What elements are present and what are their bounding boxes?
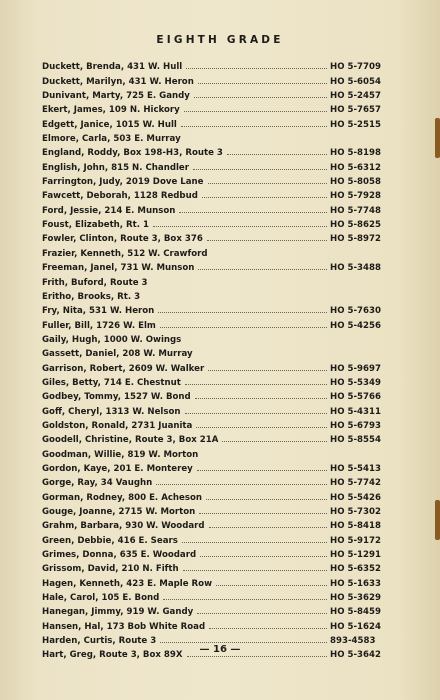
list-item: [42, 574, 406, 588]
phone-number: HO 5-5413: [330, 463, 381, 474]
phone-number: HO 5-7709: [330, 62, 381, 73]
list-item: [42, 302, 406, 316]
phone-number: HO 5-4256: [330, 320, 381, 331]
phone-number: HO 5-6793: [330, 420, 381, 431]
list-item: [42, 445, 406, 459]
list-item: [42, 259, 406, 273]
list-item: [42, 101, 406, 115]
phone-number: HO 5-7742: [330, 478, 381, 489]
student-entry: Frazier, Kenneth, 512 W. Crawford: [42, 248, 208, 259]
phone-number: HO 5-7630: [330, 306, 381, 317]
list-item: [42, 216, 406, 230]
student-list: [42, 58, 406, 660]
staple-top: [435, 118, 440, 158]
phone-number: HO 5-8418: [330, 521, 381, 532]
phone-number: HO 5-5349: [330, 377, 381, 388]
list-item: [42, 345, 406, 359]
student-entry: Dunivant, Marty, 725 E. Gandy: [42, 91, 190, 102]
phone-number: HO 5-6352: [330, 564, 381, 575]
list-item: [42, 201, 406, 215]
dot-leader: [183, 569, 327, 571]
phone-number: HO 5-8058: [330, 177, 381, 188]
student-entry: Gassett, Daniel, 208 W. Murray: [42, 349, 193, 360]
student-entry: English, John, 815 N. Chandler: [42, 162, 190, 173]
phone-number: HO 5-5766: [330, 392, 381, 403]
dot-leader: [185, 383, 327, 385]
phone-number: HO 5-3629: [330, 593, 381, 604]
list-item: [42, 288, 406, 302]
phone-number: HO 5-6312: [330, 162, 381, 173]
student-entry: Goldston, Ronald, 2731 Juanita: [42, 420, 193, 431]
phone-number: HO 5-6054: [330, 76, 381, 87]
student-entry: Green, Debbie, 416 E. Sears: [42, 535, 178, 546]
phone-number: HO 5-7302: [330, 507, 381, 517]
list-item: [42, 417, 406, 431]
student-entry: Goodell, Christine, Route 3, Box 21A: [42, 435, 219, 446]
list-item: [42, 87, 406, 101]
dot-leader: [156, 483, 327, 485]
dot-leader: [202, 196, 327, 198]
dot-leader: [181, 125, 327, 127]
list-item: [42, 488, 406, 502]
student-entry: Hale, Carol, 105 E. Bond: [42, 593, 160, 604]
student-entry: Fawcett, Deborah, 1128 Redbud: [42, 191, 198, 202]
list-item: [42, 517, 406, 531]
student-entry: Hagen, Kenneth, 423 E. Maple Row: [42, 578, 213, 589]
dot-leader: [197, 469, 327, 471]
dot-leader: [187, 655, 327, 657]
list-item: [42, 331, 406, 345]
list-item: [42, 230, 406, 244]
dot-leader: [198, 82, 327, 84]
student-entry: Fuller, Bill, 1726 W. Elm: [42, 320, 156, 331]
student-entry: Duckett, Brenda, 431 W. Hull: [42, 62, 183, 73]
dot-leader: [194, 96, 327, 98]
dot-leader: [196, 426, 327, 428]
student-entry: Fowler, Clinton, Route 3, Box 376: [42, 234, 203, 245]
dot-leader: [222, 440, 327, 442]
phone-number: HO 5-8198: [330, 148, 381, 159]
student-entry: Goodman, Willie, 819 W. Morton: [42, 449, 199, 460]
list-item: [42, 173, 406, 187]
page-number: — 16 —: [199, 644, 241, 655]
dot-leader: [153, 225, 327, 227]
list-item: [42, 460, 406, 474]
staple-bottom: [435, 500, 440, 540]
phone-number: HO 5-7657: [330, 105, 381, 116]
list-item: [42, 72, 406, 86]
dot-leader: [206, 498, 327, 500]
student-entry: Harden, Curtis, Route 3: [42, 636, 157, 647]
list-item: [42, 560, 406, 574]
dot-leader: [209, 526, 327, 528]
phone-number: HO 5-8972: [330, 234, 381, 245]
dot-leader: [199, 512, 327, 514]
list-item: [42, 617, 406, 631]
student-entry: Duckett, Marilyn, 431 W. Heron: [42, 76, 194, 87]
phone-number: HO 5-5426: [330, 492, 381, 503]
phone-number: HO 5-1633: [330, 578, 381, 589]
list-item: [42, 603, 406, 617]
student-entry: Fry, Nita, 531 W. Heron: [42, 306, 155, 317]
phone-number: HO 5-9172: [330, 535, 381, 546]
phone-number: HO 5-2515: [330, 119, 381, 130]
dot-leader: [184, 110, 327, 112]
list-item: [42, 115, 406, 129]
list-item: [42, 316, 406, 330]
student-entry: Giles, Betty, 714 E. Chestnut: [42, 377, 181, 388]
student-entry: England, Roddy, Box 198-H3, Route 3: [42, 148, 223, 159]
dot-leader: [216, 584, 327, 586]
student-entry: Gorman, Rodney, 800 E. Acheson: [42, 492, 203, 503]
list-item: [42, 388, 406, 402]
list-item: [42, 144, 406, 158]
phone-number: HO 5-9697: [330, 363, 381, 374]
list-item: [42, 130, 406, 144]
phone-number: HO 5-7928: [330, 191, 381, 202]
student-entry: Grissom, David, 210 N. Fifth: [42, 564, 179, 575]
phone-number: HO 5-3642: [330, 650, 381, 661]
dot-leader: [160, 326, 327, 328]
student-entry: Farrington, Judy, 2019 Dove Lane: [42, 177, 204, 188]
student-entry: Elmore, Carla, 503 E. Murray: [42, 134, 181, 145]
phone-number: HO 5-4311: [330, 406, 381, 417]
phone-number: HO 5-2457: [330, 91, 381, 102]
student-entry: Grahm, Barbara, 930 W. Woodard: [42, 521, 205, 532]
list-item: [42, 402, 406, 416]
dot-leader: [198, 268, 327, 270]
dot-leader: [195, 397, 327, 399]
dot-leader: [182, 541, 327, 543]
phone-number: HO 5-1624: [330, 621, 381, 632]
student-entry: Hart, Greg, Route 3, Box 89X: [42, 650, 183, 661]
dot-leader: [186, 67, 327, 69]
dot-leader: [227, 153, 327, 155]
dot-leader: [208, 182, 328, 184]
student-entry: Eritho, Brooks, Rt. 3: [42, 291, 141, 302]
phone-number: HO 5-3488: [330, 263, 381, 274]
list-item: [42, 431, 406, 445]
page-title: EIGHTH GRADE: [156, 34, 284, 46]
list-item: [42, 589, 406, 603]
student-entry: Gaily, Hugh, 1000 W. Owings: [42, 334, 182, 345]
dot-leader: [197, 612, 327, 614]
student-entry: Grimes, Donna, 635 E. Woodard: [42, 550, 197, 561]
phone-number: HO 5-7748: [330, 205, 381, 216]
list-item: [42, 359, 406, 373]
student-entry: Gordon, Kaye, 201 E. Monterey: [42, 463, 193, 474]
student-entry: Gorge, Ray, 34 Vaughn: [42, 478, 153, 489]
dot-leader: [208, 369, 327, 371]
student-entry: Hansen, Hal, 173 Bob White Road: [42, 621, 206, 632]
dot-leader: [163, 598, 327, 600]
phone-number: HO 5-8554: [330, 435, 381, 446]
dot-leader: [179, 211, 327, 213]
dot-leader: [209, 627, 327, 629]
dot-leader: [200, 555, 327, 557]
phone-number: 893-4583: [330, 636, 376, 647]
list-item: [42, 503, 406, 517]
list-item: [42, 474, 406, 488]
student-entry: Garrison, Robert, 2609 W. Walker: [42, 363, 205, 374]
list-item: [42, 158, 406, 172]
student-entry: Godbey, Tommy, 1527 W. Bond: [42, 392, 191, 403]
student-entry: Gouge, Joanne, 2715 W. Morton: [42, 507, 196, 517]
phone-number: HO 5-8459: [330, 607, 381, 618]
student-entry: Frith, Buford, Route 3: [42, 277, 148, 288]
dot-leader: [185, 412, 327, 414]
phone-number: HO 5-1291: [330, 550, 381, 561]
dot-leader: [158, 311, 327, 313]
phone-number: HO 5-8625: [330, 220, 381, 231]
student-entry: Freeman, Janel, 731 W. Munson: [42, 263, 195, 274]
list-item: [42, 273, 406, 287]
student-entry: Goff, Cheryl, 1313 W. Nelson: [42, 406, 181, 417]
student-entry: Edgett, Janice, 1015 W. Hull: [42, 119, 177, 130]
student-entry: Hanegan, Jimmy, 919 W. Gandy: [42, 607, 194, 618]
list-item: [42, 187, 406, 201]
dot-leader: [193, 168, 327, 170]
dot-leader: [160, 641, 327, 643]
list-item: [42, 374, 406, 388]
list-item: [42, 244, 406, 258]
list-item: [42, 531, 406, 545]
student-entry: Ford, Jessie, 214 E. Munson: [42, 205, 176, 216]
list-item: [42, 58, 406, 72]
dot-leader: [207, 239, 327, 241]
list-item: [42, 546, 406, 560]
student-entry: Ekert, James, 109 N. Hickory: [42, 105, 180, 116]
student-entry: Foust, Elizabeth, Rt. 1: [42, 220, 150, 231]
